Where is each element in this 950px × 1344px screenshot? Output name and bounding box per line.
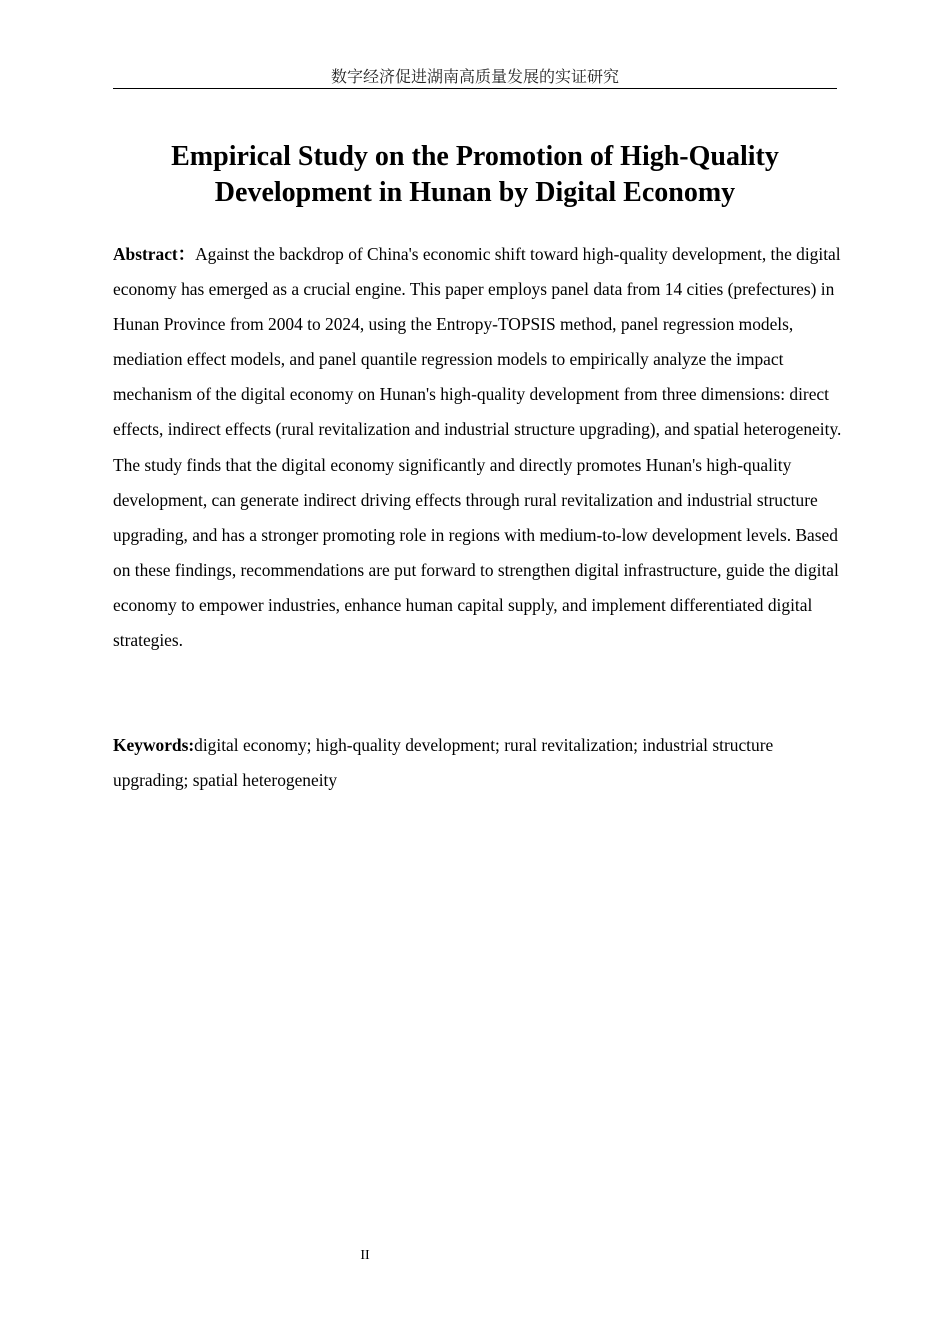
page-number: II bbox=[360, 1248, 370, 1263]
keywords-paragraph bbox=[113, 728, 843, 798]
keywords-text: digital economy; high-quality development; rural revitalization; industrial structure upgrading; spatial heterogeneity bbox=[113, 735, 774, 791]
abstract-text: Against the backdrop of China's economic shift toward high-quality development, the digital economy has emerged as a crucial engine. This paper employs panel data from 14 cities (prefectures) in Hunan Province from 2004 to 2024, using the Entropy-TOPSIS method, panel regression models, mediation effect models, and panel quantile regression models to empirically analyze the impact mechanism of the digital economy on Hunan's high-quality development from three dimensions: direct effects, indirect effects (rural revitalization and industrial structure upgrading), and spatial heterogeneity. The study finds that the digital economy significantly and directly promotes Hunan's high-quality development, can generate indirect driving effects through rural revitalization and industrial structure upgrading, and has a stronger promoting role in regions with medium-to-low development levels. Based on these findings, recommendations are put forward to strengthen digital infrastructure, guide the digital economy to empower industries, enhance human capital supply, and implement differentiated digital strategies. bbox=[113, 244, 842, 651]
running-header: 数字经济促进湖南高质量发展的实证研究 bbox=[330, 67, 619, 86]
abstract-paragraph bbox=[113, 237, 843, 658]
abstract-label: Abstract： bbox=[113, 244, 196, 264]
paper-title: Empirical Study on the Promotion of High-Quality Development in Hunan by Digital Economy bbox=[171, 141, 779, 208]
keywords-label: Keywords: bbox=[113, 735, 195, 755]
header-rule bbox=[113, 88, 837, 89]
